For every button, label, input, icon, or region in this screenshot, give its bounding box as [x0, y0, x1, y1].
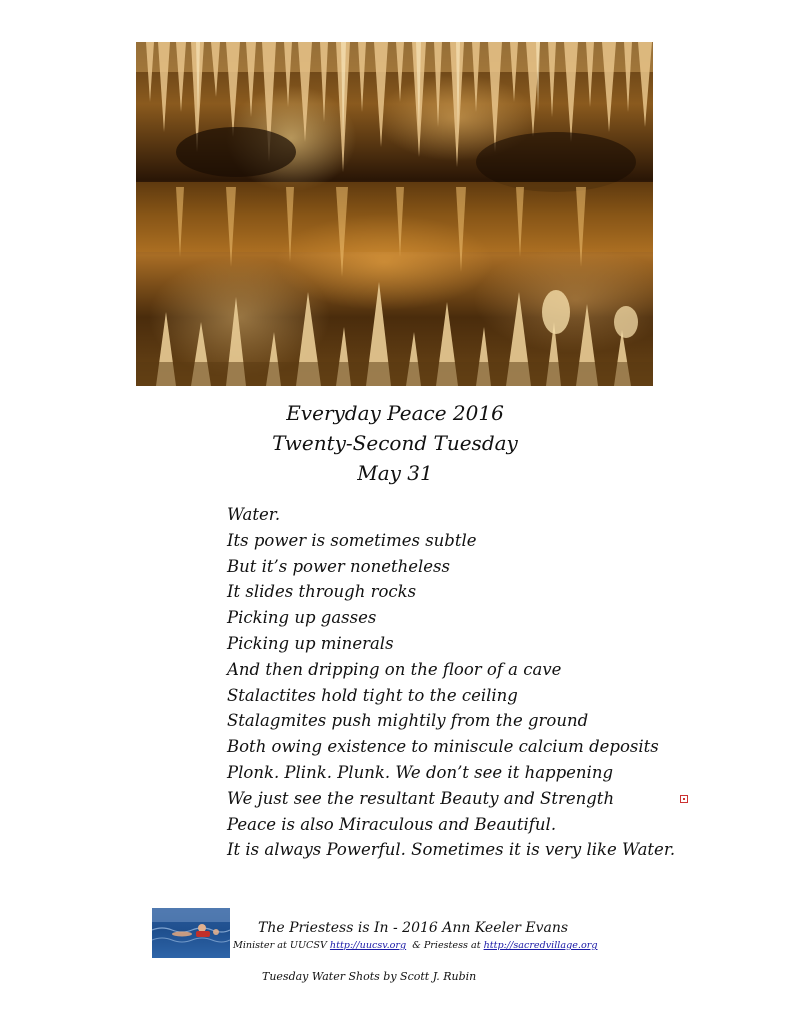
poem-line: Both owing existence to miniscule calcium deposits — [227, 737, 659, 757]
cave-photo — [136, 42, 653, 386]
swimmer-illustration — [152, 908, 230, 958]
poem-line: Picking up minerals — [227, 633, 394, 653]
poem-line: Picking up gasses — [227, 608, 377, 628]
minister-prefix: Minister at UUCSV — [233, 940, 330, 951]
priestess-prefix: & Priestess at — [406, 940, 484, 951]
swimmer-photo — [152, 908, 230, 958]
cave-illustration — [136, 42, 653, 386]
poem-line: Water. — [227, 505, 281, 524]
title-line-3: May 31 — [357, 461, 433, 485]
embedded-object-marker-icon — [680, 795, 688, 803]
poem-line: Stalactites hold tight to the ceiling — [227, 685, 518, 705]
sacredvillage-link[interactable]: http://sacredvillage.org — [483, 940, 598, 951]
footer-title: The Priestess is In - 2016 Ann Keeler Evans — [258, 920, 569, 936]
poem-line: Plonk. Plink. Plunk. We don’t see it happening — [227, 762, 614, 782]
title-line-2: Twenty-Second Tuesday — [272, 431, 518, 455]
poem-line: Peace is also Miraculous and Beautiful. — [227, 814, 557, 834]
poem-line: Its power is sometimes subtle — [227, 530, 477, 550]
poem-line: And then dripping on the floor of a cave — [227, 659, 562, 679]
title-block — [230, 398, 560, 488]
poem-line: It slides through rocks — [227, 582, 417, 602]
photo-credit: Tuesday Water Shots by Scott J. Rubin — [262, 970, 477, 983]
poem — [227, 502, 687, 863]
poem-line: It is always Powerful. Sometimes it is very like Water. — [227, 840, 676, 860]
footer-affiliations — [233, 940, 597, 951]
title-line-1: Everyday Peace 2016 — [286, 401, 504, 425]
poem-line: We just see the resultant Beauty and Strength — [227, 788, 615, 808]
poem-line: But it’s power nonetheless — [227, 556, 450, 576]
uucsv-link[interactable]: http://uucsv.org — [329, 940, 407, 951]
poem-line: Stalagmites push mightily from the ground — [227, 711, 589, 731]
